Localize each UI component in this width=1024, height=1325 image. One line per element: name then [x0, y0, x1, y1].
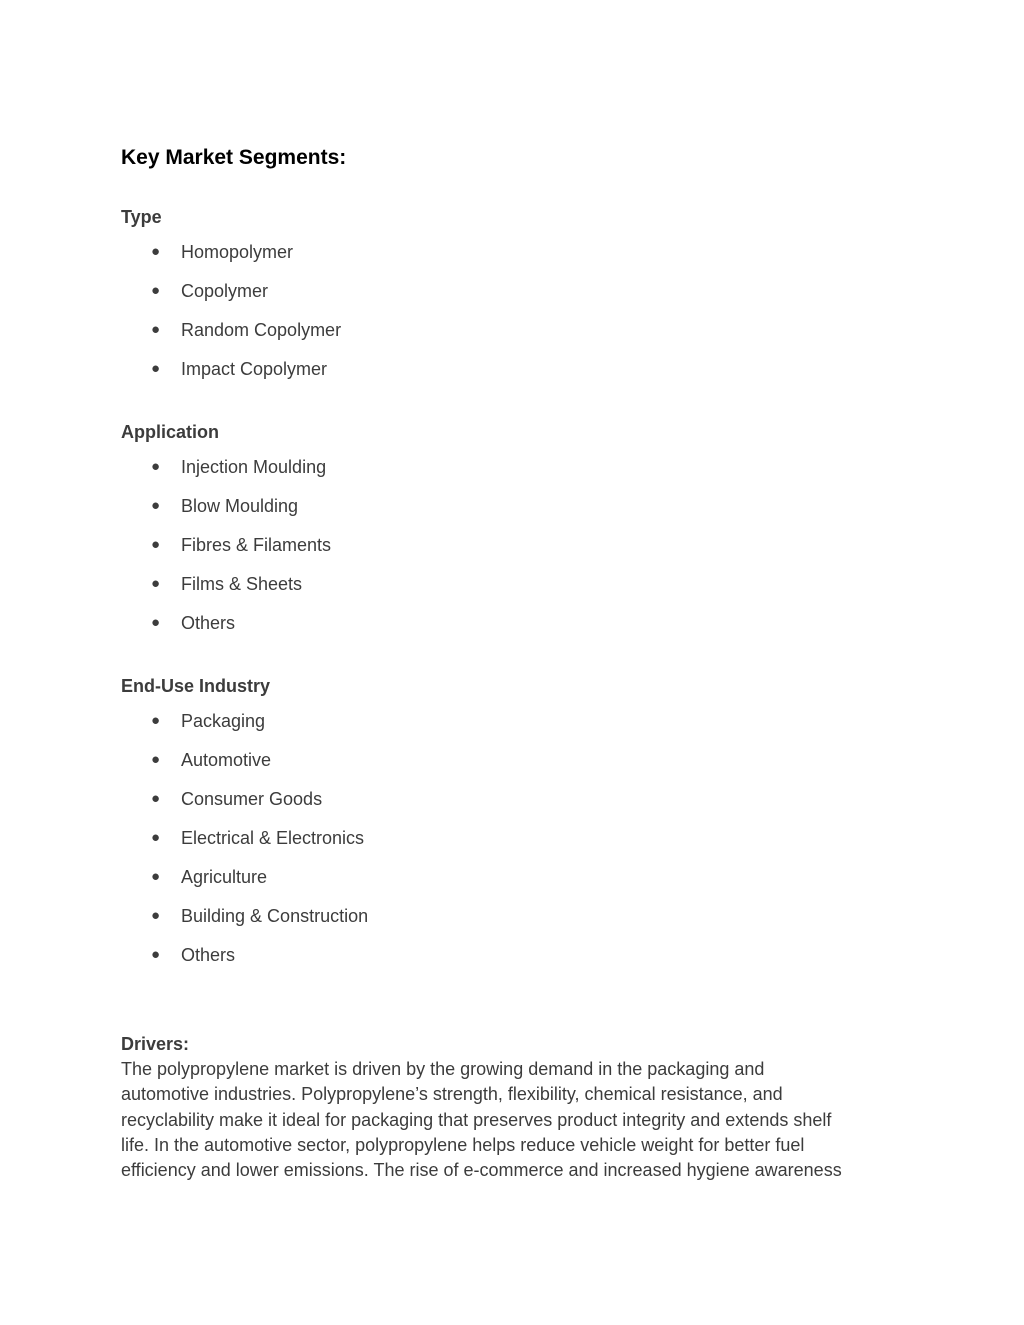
bullet-icon: ●: [151, 868, 161, 885]
bullet-icon: ●: [151, 243, 161, 260]
list-item: [121, 612, 331, 651]
list-item-label: Blow Moulding: [181, 496, 299, 516]
bullet-icon: ●: [151, 614, 161, 631]
list-item-label: Others: [181, 945, 236, 965]
section-heading-type: Type: [121, 207, 162, 227]
drivers-paragraph: [121, 1057, 911, 1183]
list-item-label: Fibres & Filaments: [181, 535, 332, 555]
list-item: [121, 788, 368, 827]
list-item-label: Electrical & Electronics: [181, 828, 365, 848]
paragraph-line: life. In the automotive sector, polypropylene helps reduce vehicle weight for better fuel: [121, 1134, 805, 1155]
bullet-icon: ●: [151, 497, 161, 514]
bullet-icon: ●: [151, 536, 161, 553]
list-item: [121, 358, 341, 397]
list-item: [121, 319, 341, 358]
list-item-label: Packaging: [181, 711, 266, 731]
list-item: [121, 241, 341, 280]
paragraph-line: automotive industries. Polypropylene’s strength, flexibility, chemical resistance, and: [121, 1084, 783, 1105]
bullet-icon: ●: [151, 282, 161, 299]
list-item-label: Copolymer: [181, 281, 269, 301]
list-item: [121, 866, 368, 905]
list-item: [121, 905, 368, 944]
bullet-icon: ●: [151, 790, 161, 807]
list-item: [121, 944, 368, 983]
list-item-label: Random Copolymer: [181, 320, 342, 340]
application-list: [121, 456, 331, 651]
list-item-label: Building & Construction: [181, 906, 369, 926]
section-heading-application: Application: [121, 422, 219, 442]
end-use-industry-list: [121, 710, 368, 983]
list-item-label: Films & Sheets: [181, 574, 303, 594]
paragraph-line: recyclability make it ideal for packaging that preserves product integrity and extends shelf: [121, 1109, 832, 1130]
paragraph-line: efficiency and lower emissions. The rise of e-commerce and increased hygiene awareness: [121, 1160, 842, 1181]
paragraph-line: The polypropylene market is driven by the growing demand in the packaging and: [121, 1059, 765, 1079]
bullet-icon: ●: [151, 575, 161, 592]
bullet-icon: ●: [151, 907, 161, 924]
list-item-label: Homopolymer: [181, 242, 294, 262]
list-item: [121, 827, 368, 866]
bullet-icon: ●: [151, 712, 161, 729]
list-item: [121, 456, 331, 495]
bullet-icon: ●: [151, 946, 161, 963]
bullet-icon: ●: [151, 829, 161, 846]
bullet-icon: ●: [151, 751, 161, 768]
list-item: [121, 573, 331, 612]
bullet-icon: ●: [151, 360, 161, 377]
list-item: [121, 749, 368, 788]
bullet-icon: ●: [151, 458, 161, 475]
list-item-label: Injection Moulding: [181, 457, 327, 477]
type-list: [121, 241, 341, 397]
drivers-heading: Drivers:: [121, 1034, 190, 1054]
list-item: [121, 495, 331, 534]
section-heading-end-use-industry: End-Use Industry: [121, 676, 271, 696]
list-item-label: Automotive: [181, 750, 272, 770]
page-title: Key Market Segments:: [121, 146, 347, 169]
list-item: [121, 280, 341, 319]
list-item-label: Agriculture: [181, 867, 268, 887]
bullet-icon: ●: [151, 321, 161, 338]
list-item: [121, 534, 331, 573]
list-item-label: Others: [181, 613, 236, 633]
list-item-label: Impact Copolymer: [181, 359, 328, 379]
list-item-label: Consumer Goods: [181, 789, 323, 809]
list-item: [121, 710, 368, 749]
